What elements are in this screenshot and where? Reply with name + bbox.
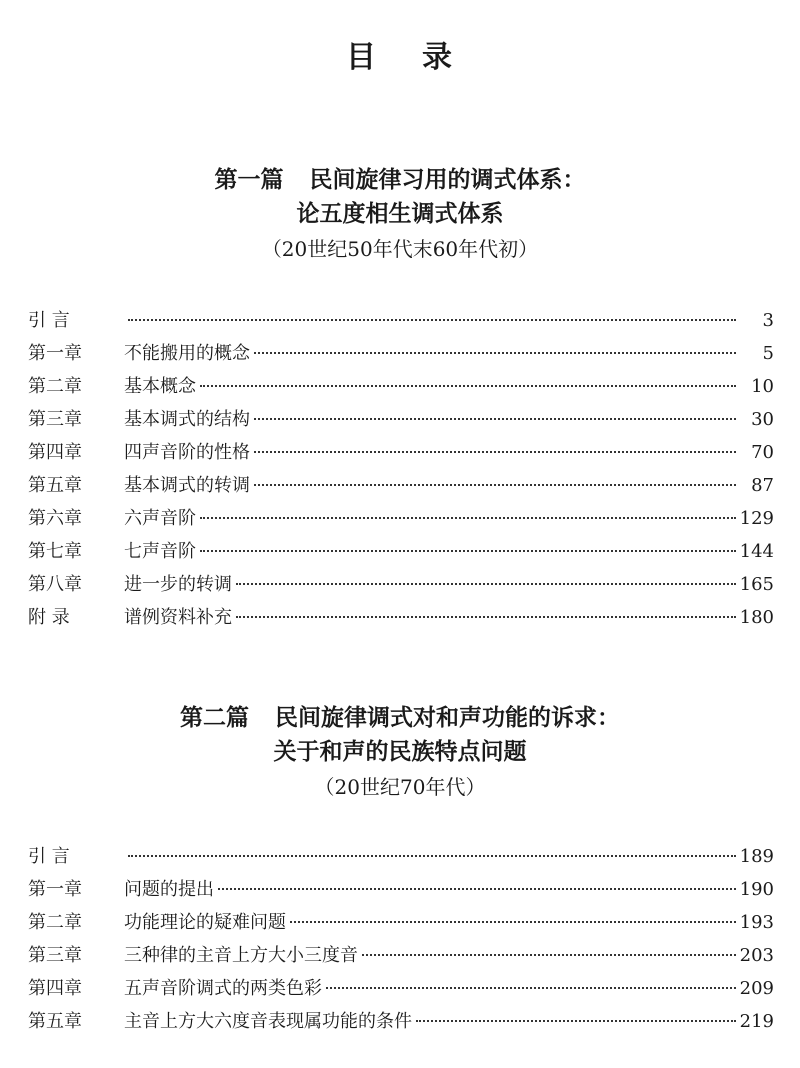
toc-entry[interactable] <box>28 1005 774 1038</box>
toc-leader-dots <box>236 616 736 618</box>
toc-leader-dots <box>254 484 736 486</box>
toc-title: 四声音阶的性格 <box>124 442 250 463</box>
toc-entry[interactable] <box>28 568 774 601</box>
toc-chapter: 第六章 <box>28 508 82 529</box>
toc-leader-dots <box>362 954 736 956</box>
toc-entry[interactable] <box>28 840 774 873</box>
toc-leader-dots <box>254 352 736 354</box>
part-1-era: （20世纪50年代末60年代初） <box>261 237 539 261</box>
toc-leader-dots <box>236 583 736 585</box>
toc-entry[interactable] <box>28 370 774 403</box>
toc-chapter: 第二章 <box>28 912 82 933</box>
toc-leader-dots <box>290 921 736 923</box>
toc-page: 219 <box>739 1011 774 1032</box>
toc-entry[interactable] <box>28 304 774 337</box>
part-2-era: （20世纪70年代） <box>314 775 486 799</box>
part-2-toc <box>28 840 774 1038</box>
toc-entry[interactable] <box>28 436 774 469</box>
toc-leader-dots <box>200 385 736 387</box>
part-2-heading <box>0 701 800 803</box>
toc-leader-dots <box>200 517 736 519</box>
toc-page: 190 <box>739 879 774 900</box>
toc-chapter: 第二章 <box>28 376 82 397</box>
toc-title: 基本调式的结构 <box>124 409 250 430</box>
toc-title: 谱例资料补充 <box>124 607 232 628</box>
toc-chapter: 第一章 <box>28 879 82 900</box>
part-1-number: 第一篇 <box>214 167 284 193</box>
toc-page: 193 <box>739 912 774 933</box>
toc-entry[interactable] <box>28 873 774 906</box>
page-title-right: 录 <box>422 40 454 75</box>
toc-leader-dots <box>254 451 736 453</box>
part-1-title: 民间旋律习用的调式体系： <box>309 167 586 193</box>
part-2-title-line1 <box>0 701 800 735</box>
page-title-left: 目 <box>346 40 378 75</box>
toc-title: 基本概念 <box>124 376 196 397</box>
toc-leader-dots <box>128 855 736 857</box>
toc-title: 六声音阶 <box>124 508 196 529</box>
toc-page: 165 <box>739 574 774 595</box>
toc-entry[interactable] <box>28 469 774 502</box>
toc-entry[interactable] <box>28 403 774 436</box>
toc-chapter: 引 言 <box>28 846 70 867</box>
toc-entry[interactable] <box>28 535 774 568</box>
page-title <box>0 32 800 76</box>
toc-entry[interactable] <box>28 337 774 370</box>
toc-page: 209 <box>739 978 774 999</box>
toc-page: 5 <box>762 343 774 364</box>
toc-leader-dots <box>128 319 736 321</box>
toc-leader-dots <box>200 550 736 552</box>
toc-title: 主音上方大六度音表现属功能的条件 <box>124 1011 412 1032</box>
toc-chapter: 第四章 <box>28 442 82 463</box>
toc-chapter: 引 言 <box>28 310 70 331</box>
part-1-toc <box>28 304 774 634</box>
toc-chapter: 第三章 <box>28 945 82 966</box>
toc-chapter: 第五章 <box>28 1011 82 1032</box>
part-2-title: 民间旋律调式对和声功能的诉求： <box>275 705 620 731</box>
toc-title: 基本调式的转调 <box>124 475 250 496</box>
toc-entry[interactable] <box>28 502 774 535</box>
toc-title: 不能搬用的概念 <box>124 343 250 364</box>
toc-title: 三种律的主音上方大小三度音 <box>124 945 358 966</box>
toc-chapter: 第一章 <box>28 343 82 364</box>
toc-page: 189 <box>739 846 774 867</box>
part-1-subtitle: 论五度相生调式体系 <box>296 201 504 227</box>
toc-title: 进一步的转调 <box>124 574 232 595</box>
toc-chapter: 第三章 <box>28 409 82 430</box>
toc-chapter: 第八章 <box>28 574 82 595</box>
toc-leader-dots <box>218 888 736 890</box>
toc-entry[interactable] <box>28 601 774 634</box>
part-2-number: 第二篇 <box>180 705 249 731</box>
toc-page: 129 <box>739 508 774 529</box>
toc-page: 70 <box>751 442 774 463</box>
toc-title: 七声音阶 <box>124 541 196 562</box>
toc-title: 功能理论的疑难问题 <box>124 912 286 933</box>
toc-chapter: 第五章 <box>28 475 82 496</box>
toc-entry[interactable] <box>28 906 774 939</box>
part-2-subtitle: 关于和声的民族特点问题 <box>273 739 527 765</box>
toc-leader-dots <box>416 1020 736 1022</box>
toc-page: 30 <box>751 409 774 430</box>
toc-chapter: 附 录 <box>28 607 70 628</box>
toc-entry[interactable] <box>28 972 774 1005</box>
toc-page: 10 <box>751 376 774 397</box>
part-1-title-line1 <box>0 163 800 197</box>
toc-page: 144 <box>739 541 774 562</box>
toc-chapter: 第四章 <box>28 978 82 999</box>
toc-chapter: 第七章 <box>28 541 82 562</box>
toc-page: 203 <box>739 945 774 966</box>
toc-title: 五声音阶调式的两类色彩 <box>124 978 322 999</box>
toc-title: 问题的提出 <box>124 879 214 900</box>
toc-page: 87 <box>751 475 774 496</box>
toc-page: 180 <box>739 607 774 628</box>
toc-entry[interactable] <box>28 939 774 972</box>
toc-leader-dots <box>254 418 736 420</box>
toc-page: 3 <box>762 310 774 331</box>
toc-leader-dots <box>326 987 736 989</box>
part-1-heading <box>0 163 800 265</box>
